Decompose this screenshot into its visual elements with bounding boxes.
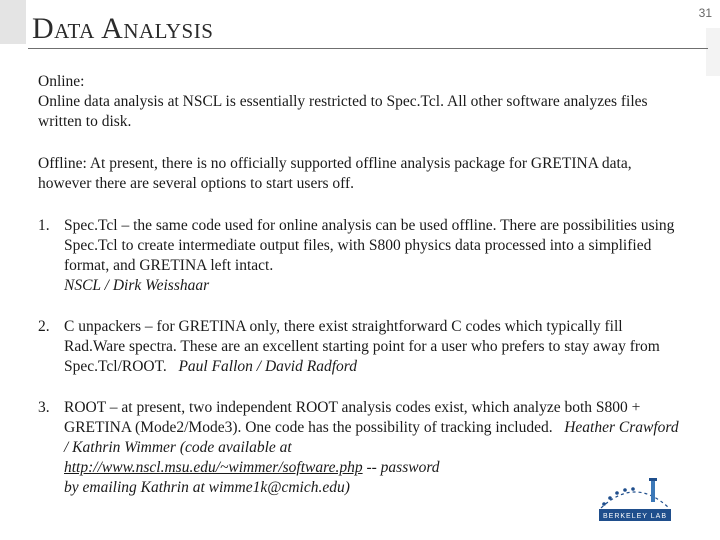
page-number: 31 [698, 6, 712, 20]
list-number: 1. [38, 217, 50, 234]
list-item-contact: Paul Fallon / David Radford [178, 358, 357, 375]
offline-paragraph [38, 154, 686, 194]
berkeley-lab-logo-graphic [595, 478, 675, 530]
offline-text: At present, there is no officially supported offline analysis package for GRETINA data, however there are several options to start users off. [38, 155, 632, 192]
offline-label: Offline: [38, 155, 87, 172]
list-item-contact: Heather Crawford / Kathrin Wimmer (code available at [64, 419, 679, 456]
title-accent-bar [0, 0, 26, 44]
slide-body [38, 72, 686, 519]
list-item-text: C unpackers – for GRETINA only, there exist straightforward C codes which typically fill Rad.Ware spectra. These are an excellent starting point for a user who prefers to stay away from Spec.Tcl/ROOT. [64, 318, 660, 375]
list-number: 3. [38, 399, 50, 416]
online-label: Online: [38, 73, 85, 90]
list-item-contact: NSCL / Dirk Weisshaar [64, 277, 210, 294]
slide-title: Data Analysis [32, 12, 214, 45]
list-item [38, 216, 686, 296]
options-list [38, 216, 686, 498]
list-item [38, 317, 686, 377]
online-paragraph [38, 72, 686, 132]
list-item [38, 398, 686, 498]
list-item-email-note: by emailing Kathrin at wimme1k@cmich.edu) [64, 479, 350, 496]
list-number: 2. [38, 318, 50, 335]
software-link[interactable]: http://www.nscl.msu.edu/~wimmer/software.php [64, 459, 363, 476]
slide-edge-decoration [706, 28, 720, 76]
berkeley-lab-logo-icon [595, 478, 675, 530]
logo-text: BERKELEY LAB [602, 513, 668, 520]
list-item-text: Spec.Tcl – the same code used for online analysis can be used offline. There are possibilities using Spec.Tcl to create intermediate output files, with S800 physics data processed into a simplified format, and GRETINA left intact. [64, 217, 675, 274]
online-text: Online data analysis at NSCL is essentially restricted to Spec.Tcl. All other software analyzes files written to disk. [38, 93, 648, 130]
title-divider [28, 48, 708, 49]
list-item-text: ROOT – at present, two independent ROOT analysis codes exist, which analyze both S800 + GRETINA (Mode2/Mode3). One code has the possibility of tracking included. [64, 399, 641, 436]
list-item-password-note: -- password [366, 459, 440, 476]
